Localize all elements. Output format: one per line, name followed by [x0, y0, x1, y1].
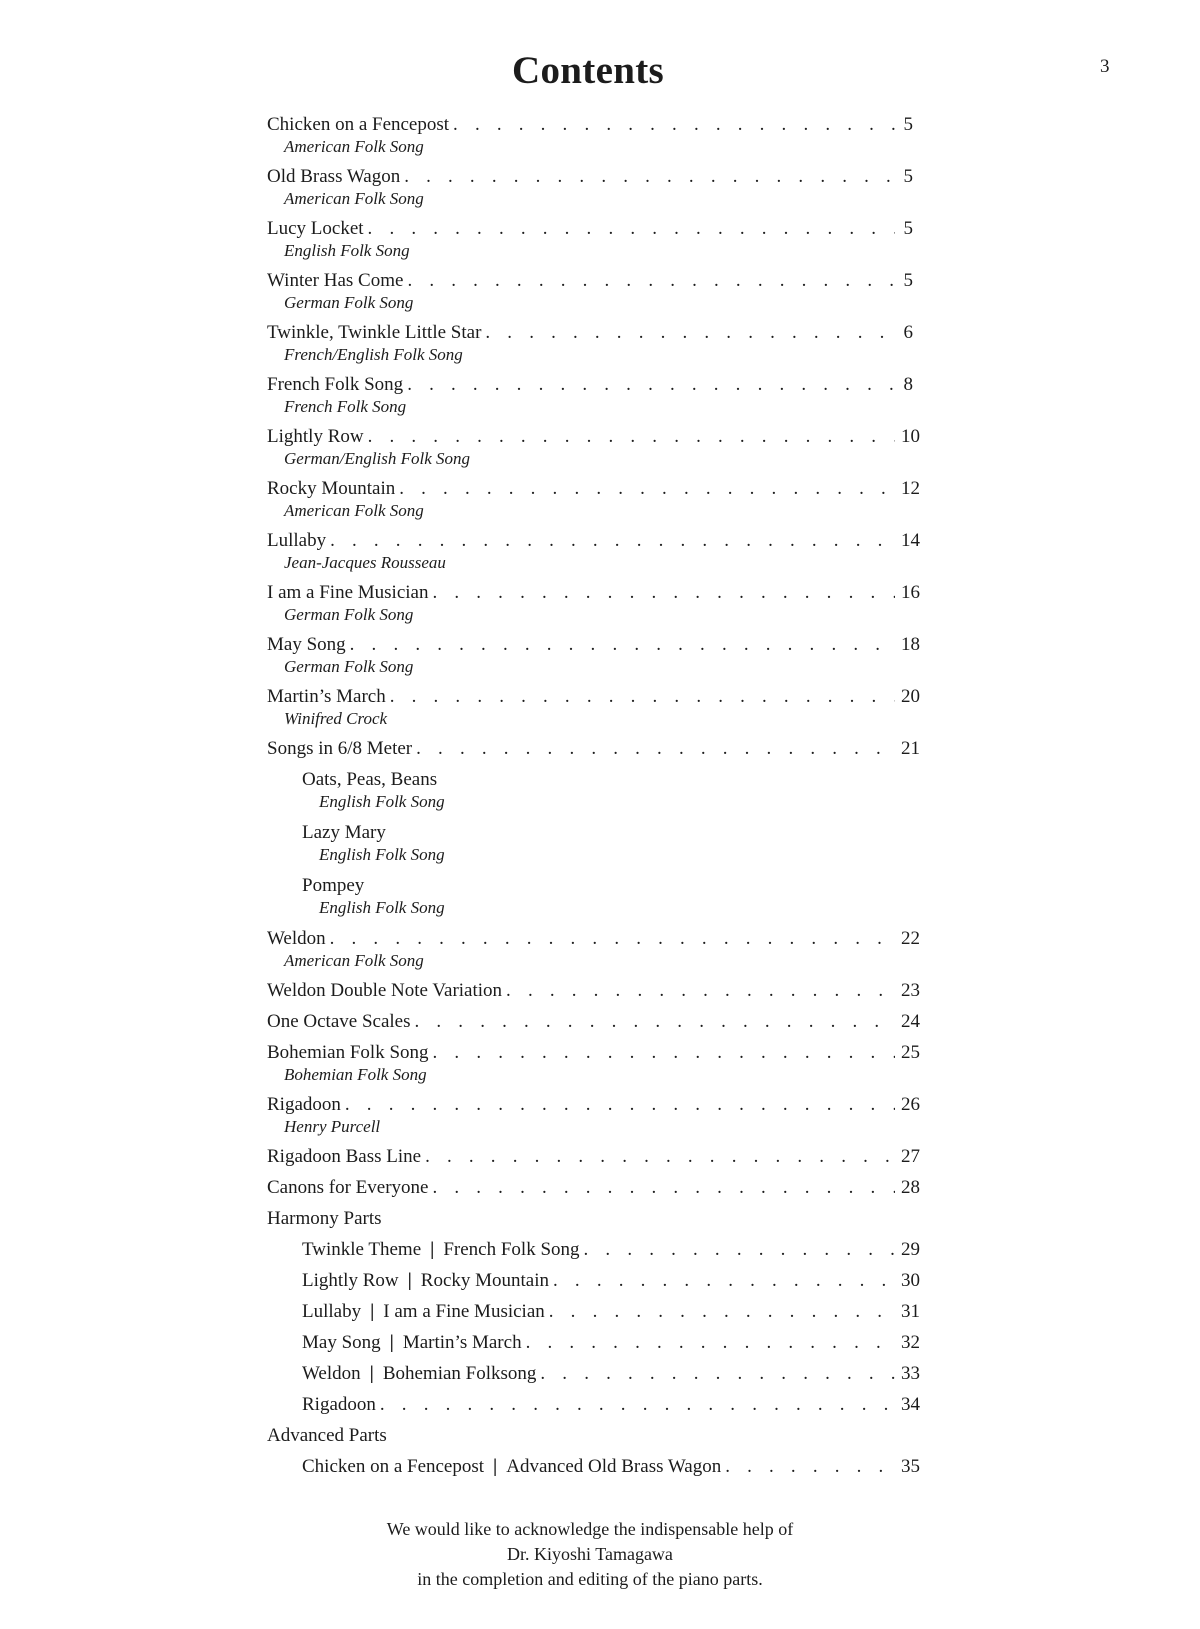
- entry-title: Bohemian Folk Song: [267, 1042, 429, 1063]
- entry-title: Old Brass Wagon: [267, 166, 401, 187]
- dot-leader: [540, 1363, 895, 1385]
- entry-page: 5: [903, 114, 913, 135]
- toc-entry[interactable]: [267, 114, 913, 166]
- dot-leader: [584, 1239, 895, 1261]
- dot-leader: [404, 166, 895, 188]
- toc-entry[interactable]: [267, 1011, 920, 1042]
- entry-title: Lullaby: [302, 1301, 362, 1322]
- dot-leader: [368, 426, 895, 448]
- toc-entry[interactable]: [267, 218, 913, 270]
- section-heading-advanced: [267, 1425, 913, 1456]
- entry-title: Lullaby: [267, 530, 327, 551]
- entry-title: Rigadoon Bass Line: [267, 1146, 422, 1167]
- dot-leader: [506, 980, 895, 1002]
- separator: |: [369, 1363, 374, 1384]
- toc-subentry[interactable]: [267, 1456, 920, 1487]
- entry-title: Weldon: [302, 1363, 361, 1384]
- entry-title: Pompey: [302, 875, 365, 896]
- entry-title: Songs in 6/8 Meter: [267, 738, 413, 759]
- entry-title-second: French Folk Song: [443, 1239, 580, 1260]
- entry-title: Lazy Mary: [302, 822, 386, 843]
- entry-page: 5: [903, 218, 913, 239]
- dot-leader: [416, 738, 895, 760]
- toc-subentry[interactable]: [267, 1394, 920, 1425]
- entry-page: 20: [901, 686, 920, 707]
- entry-title: Twinkle Theme: [302, 1239, 422, 1260]
- toc-entry[interactable]: [267, 426, 920, 478]
- toc-entry[interactable]: [267, 530, 920, 582]
- entry-page: 27: [901, 1146, 920, 1167]
- entry-source: German Folk Song: [284, 657, 414, 676]
- dot-leader: [368, 218, 895, 240]
- section-heading: Advanced Parts: [267, 1425, 387, 1446]
- dot-leader: [407, 270, 895, 292]
- dot-leader: [390, 686, 895, 708]
- entry-source: English Folk Song: [284, 241, 410, 260]
- separator: |: [493, 1456, 498, 1477]
- dot-leader: [432, 582, 895, 604]
- entry-page: 21: [901, 738, 920, 759]
- dot-leader: [453, 114, 895, 136]
- entry-page: 10: [901, 426, 920, 447]
- separator: |: [407, 1270, 412, 1291]
- toc-entry[interactable]: [267, 980, 920, 1011]
- entry-source: English Folk Song: [319, 898, 445, 917]
- entry-title: Rigadoon: [302, 1394, 376, 1415]
- entry-page: 31: [901, 1301, 920, 1322]
- entry-title: Chicken on a Fencepost: [302, 1456, 485, 1477]
- entry-page: 28: [901, 1177, 920, 1198]
- entry-page: 5: [903, 270, 913, 291]
- entry-source: German Folk Song: [284, 293, 414, 312]
- entry-page: 5: [903, 166, 913, 187]
- toc-entry[interactable]: [267, 270, 913, 322]
- entry-page: 6: [903, 322, 913, 343]
- entry-page: 18: [901, 634, 920, 655]
- entry-page: 29: [901, 1239, 920, 1260]
- toc-entry[interactable]: [267, 166, 913, 218]
- entry-source: Bohemian Folk Song: [284, 1065, 427, 1084]
- separator: |: [370, 1301, 375, 1322]
- entry-title: May Song: [302, 1332, 381, 1353]
- dot-leader: [330, 928, 895, 950]
- dot-leader: [485, 322, 895, 344]
- dot-leader: [425, 1146, 895, 1168]
- entry-source: Henry Purcell: [284, 1117, 381, 1136]
- entry-page: 23: [901, 980, 920, 1001]
- toc-subentry[interactable]: [267, 1363, 920, 1394]
- entry-title: French Folk Song: [267, 374, 404, 395]
- entry-title: One Octave Scales: [267, 1011, 411, 1032]
- entry-page: 12: [901, 478, 920, 499]
- entry-source: French/English Folk Song: [284, 345, 463, 364]
- entry-page: 14: [901, 530, 920, 551]
- page-title: Contents: [512, 49, 664, 92]
- toc-subentry[interactable]: [267, 1332, 920, 1363]
- dot-leader: [549, 1301, 895, 1323]
- entry-page: 30: [901, 1270, 920, 1291]
- dot-leader: [330, 530, 895, 552]
- toc-entry[interactable]: [267, 374, 913, 426]
- dot-leader: [407, 374, 895, 396]
- entry-title: Lightly Row: [267, 426, 364, 447]
- entry-source: English Folk Song: [319, 792, 445, 811]
- toc-entry[interactable]: [267, 634, 920, 686]
- acknowledgment: [0, 1517, 1180, 1592]
- entry-title: Lightly Row: [302, 1270, 399, 1291]
- dot-leader: [432, 1177, 895, 1199]
- entry-page: 25: [901, 1042, 920, 1063]
- entry-title: Rocky Mountain: [267, 478, 396, 499]
- entry-source: American Folk Song: [284, 137, 424, 156]
- toc-entry[interactable]: [267, 1177, 920, 1208]
- toc-subentry[interactable]: [267, 1239, 920, 1270]
- toc-entry[interactable]: [267, 1146, 920, 1177]
- entry-source: English Folk Song: [319, 845, 445, 864]
- entry-title: May Song: [267, 634, 346, 655]
- toc-entry[interactable]: [267, 322, 913, 374]
- entry-title-second: Advanced Old Brass Wagon: [506, 1456, 722, 1477]
- entry-page: 24: [901, 1011, 920, 1032]
- entry-page: 34: [901, 1394, 920, 1415]
- dot-leader: [415, 1011, 896, 1033]
- toc-entry[interactable]: [267, 738, 920, 769]
- toc-entry[interactable]: [267, 582, 920, 634]
- toc-subentry[interactable]: [267, 875, 913, 928]
- entry-title: I am a Fine Musician: [267, 582, 429, 603]
- acknowledgment-line: We would like to acknowledge the indispensable help of: [386, 1519, 794, 1539]
- entry-source: American Folk Song: [284, 189, 424, 208]
- table-of-contents: [267, 114, 920, 1487]
- entry-title-second: Rocky Mountain: [420, 1270, 550, 1291]
- toc-subentry[interactable]: [267, 822, 913, 875]
- entry-title-second: Bohemian Folksong: [382, 1363, 537, 1384]
- entry-title: Lucy Locket: [267, 218, 364, 239]
- entry-page: 33: [901, 1363, 920, 1384]
- entry-page: 16: [901, 582, 920, 603]
- dot-leader: [380, 1394, 895, 1416]
- entry-source: Winifred Crock: [284, 709, 388, 728]
- toc-entry[interactable]: [267, 686, 920, 738]
- entry-page: 22: [901, 928, 920, 949]
- entry-source: American Folk Song: [284, 501, 424, 520]
- entry-title: Canons for Everyone: [267, 1177, 429, 1198]
- separator: |: [389, 1332, 394, 1353]
- dot-leader: [433, 1042, 895, 1064]
- toc-subentry[interactable]: [267, 769, 913, 822]
- dot-leader: [350, 634, 895, 656]
- dot-leader: [553, 1270, 895, 1292]
- toc-entry[interactable]: [267, 1042, 920, 1094]
- toc-subentry[interactable]: [267, 1270, 920, 1301]
- entry-title: Twinkle, Twinkle Little Star: [267, 322, 482, 343]
- entry-title: Martin’s March: [267, 686, 386, 707]
- dot-leader: [526, 1332, 895, 1354]
- entry-source: American Folk Song: [284, 951, 424, 970]
- entry-title: Weldon Double Note Variation: [267, 980, 503, 1001]
- page-number: 3: [1100, 56, 1110, 77]
- entry-title-second: Martin’s March: [402, 1332, 522, 1353]
- entry-title: Oats, Peas, Beans: [302, 769, 438, 790]
- entry-title: Chicken on a Fencepost: [267, 114, 450, 135]
- entry-page: 35: [901, 1456, 920, 1477]
- entry-page: 26: [901, 1094, 920, 1115]
- section-heading: Harmony Parts: [267, 1208, 382, 1229]
- acknowledgment-line: in the completion and editing of the piano parts.: [417, 1569, 763, 1589]
- entry-title: Weldon: [267, 928, 326, 949]
- entry-source: Jean-Jacques Rousseau: [284, 553, 446, 572]
- dot-leader: [725, 1456, 895, 1478]
- entry-page: 8: [903, 374, 913, 395]
- entry-page: 32: [901, 1332, 920, 1353]
- toc-entry[interactable]: [267, 478, 920, 530]
- entry-source: German/English Folk Song: [284, 449, 471, 468]
- entry-source: German Folk Song: [284, 605, 414, 624]
- toc-entry[interactable]: [267, 1094, 920, 1146]
- acknowledgment-name: Dr. Kiyoshi Tamagawa: [507, 1544, 673, 1564]
- entry-title: Rigadoon: [267, 1094, 341, 1115]
- toc-entry[interactable]: [267, 928, 920, 980]
- toc-subentry[interactable]: [267, 1301, 920, 1332]
- dot-leader: [345, 1094, 895, 1116]
- separator: |: [430, 1239, 435, 1260]
- entry-title-second: I am a Fine Musician: [383, 1301, 545, 1322]
- section-heading-harmony: [267, 1208, 913, 1239]
- dot-leader: [399, 478, 895, 500]
- entry-source: French Folk Song: [284, 397, 407, 416]
- entry-title: Winter Has Come: [267, 270, 404, 291]
